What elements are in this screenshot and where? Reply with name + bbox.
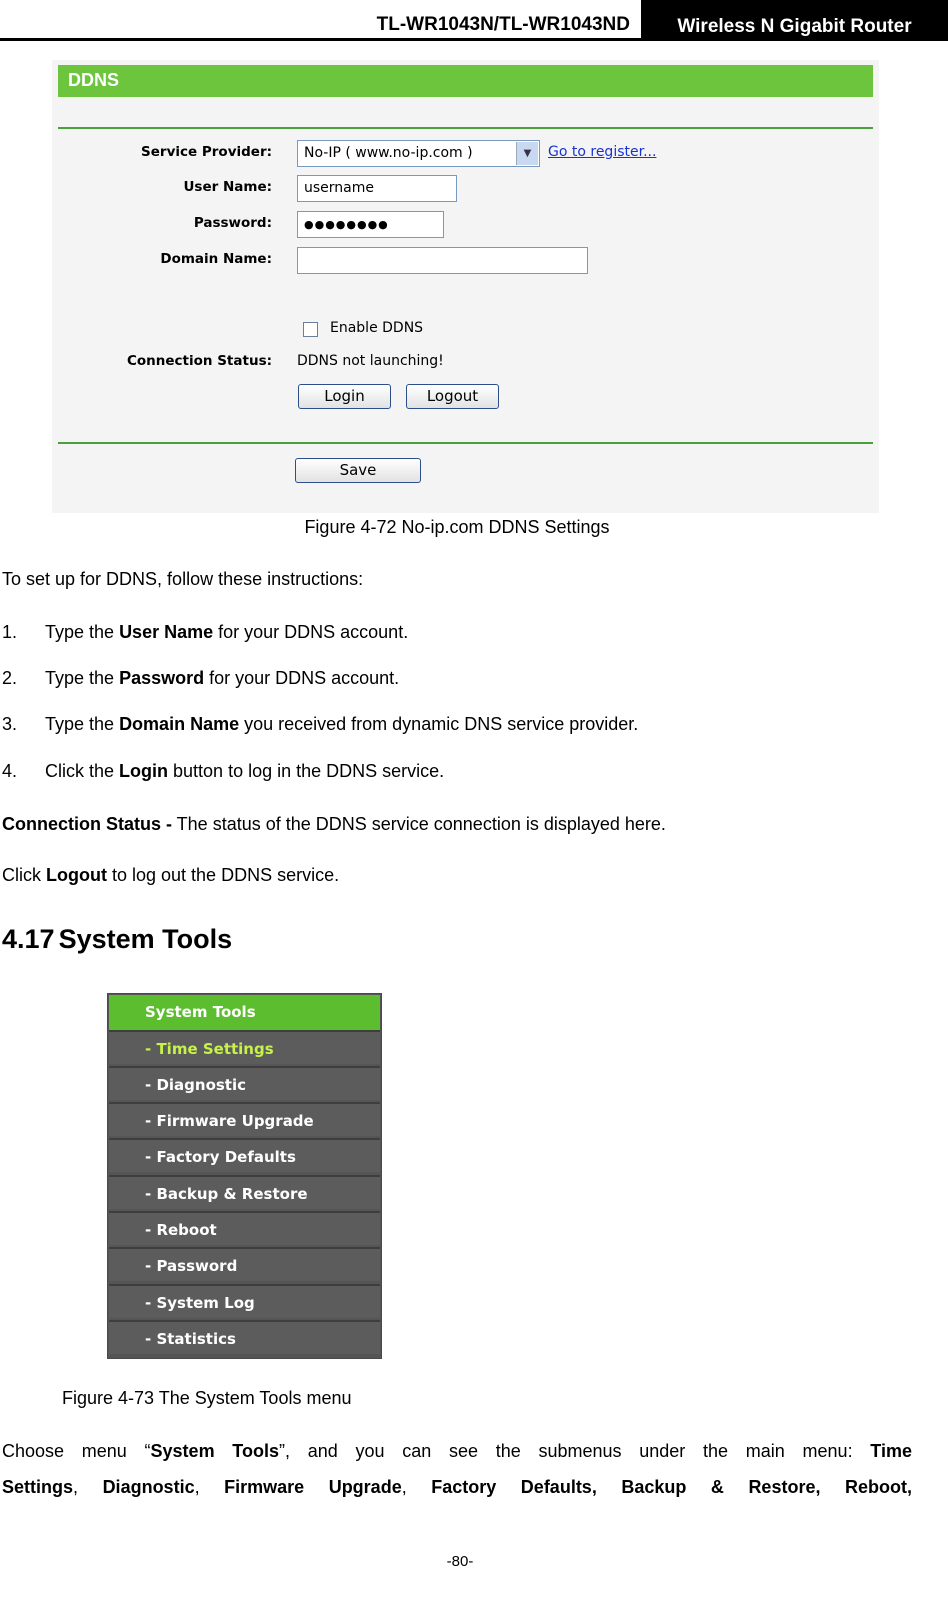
menu-item-factory-defaults[interactable]: - Factory Defaults (109, 1138, 380, 1172)
register-link[interactable]: Go to register... (548, 144, 657, 160)
user-name-label: User Name: (183, 179, 272, 195)
step-number: 1. (2, 622, 18, 642)
section-number: 4.17 (2, 924, 55, 954)
logout-paragraph: Click Logout to log out the DDNS service. (2, 865, 340, 885)
save-button[interactable]: Save (295, 458, 421, 483)
menu-item-backup-restore[interactable]: - Backup & Restore (109, 1175, 380, 1209)
password-label: Password: (193, 215, 272, 231)
menu-item-statistics[interactable]: - Statistics (109, 1320, 380, 1354)
header-product-label: Wireless N Gigabit Router (641, 0, 948, 41)
service-provider-label: Service Provider: (141, 144, 272, 160)
enable-ddns-label: Enable DDNS (330, 320, 424, 336)
step-number: 2. (2, 668, 18, 688)
page-number: -80- (446, 1553, 474, 1570)
connection-status-paragraph: Connection Status - The status of the DDNS service connection is displayed here. (2, 814, 666, 834)
section-title: System Tools (58, 924, 233, 954)
step-text: Type the User Name for your DDNS account. (45, 622, 409, 642)
step-text: Type the Password for your DDNS account. (45, 668, 400, 688)
figure-caption-system-tools: Figure 4-73 The System Tools menu (62, 1388, 352, 1408)
enable-ddns-checkbox[interactable] (303, 322, 318, 337)
connection-status-value: DDNS not launching! (297, 353, 444, 369)
header-rule (0, 38, 948, 41)
menu-item-time-settings[interactable]: - Time Settings (109, 1030, 380, 1064)
menu-item-reboot[interactable]: - Reboot (109, 1211, 380, 1245)
domain-name-label: Domain Name: (160, 251, 272, 267)
login-button[interactable]: Login (298, 384, 391, 409)
menu-item-diagnostic[interactable]: - Diagnostic (109, 1066, 380, 1100)
password-input[interactable]: ●●●●●●●● (297, 211, 444, 238)
step-text: Type the Domain Name you received from dynamic DNS service provider. (45, 714, 639, 734)
choose-paragraph-line-1: Choose menu “System Tools”, and you can see the submenus under the main menu: Time (2, 1441, 912, 1461)
domain-name-input[interactable] (297, 247, 588, 274)
menu-item-firmware-upgrade[interactable]: - Firmware Upgrade (109, 1102, 380, 1136)
choose-paragraph-line-2: Settings, Diagnostic, Firmware Upgrade, Factory Defaults, Backup & Restore, Reboot, (2, 1477, 912, 1497)
step-number: 4. (2, 761, 18, 781)
section-heading (2, 924, 232, 955)
menu-item-password[interactable]: - Password (109, 1247, 380, 1281)
service-provider-value: No-IP ( www.no-ip.com ) (304, 145, 473, 161)
header-model: TL-WR1043N/TL-WR1043ND (376, 14, 630, 35)
chevron-down-icon: ▼ (516, 142, 538, 165)
logout-button[interactable]: Logout (406, 384, 499, 409)
figure-caption-ddns: Figure 4-72 No-ip.com DDNS Settings (304, 517, 610, 537)
service-provider-select[interactable] (297, 140, 540, 167)
intro-paragraph: To set up for DDNS, follow these instructions: (2, 569, 364, 589)
system-tools-menu (107, 993, 382, 1359)
user-name-input[interactable]: username (297, 175, 457, 202)
connection-status-label: Connection Status: (126, 353, 272, 369)
step-number: 3. (2, 714, 18, 734)
ddns-panel-title: DDNS (58, 65, 873, 97)
panel-divider-top (58, 127, 873, 129)
menu-header-system-tools[interactable]: System Tools (109, 995, 380, 1030)
panel-divider-bottom (58, 442, 873, 444)
menu-item-system-log[interactable]: - System Log (109, 1284, 380, 1318)
step-text: Click the Login button to log in the DDNS service. (45, 761, 445, 781)
ddns-settings-panel (52, 60, 879, 513)
